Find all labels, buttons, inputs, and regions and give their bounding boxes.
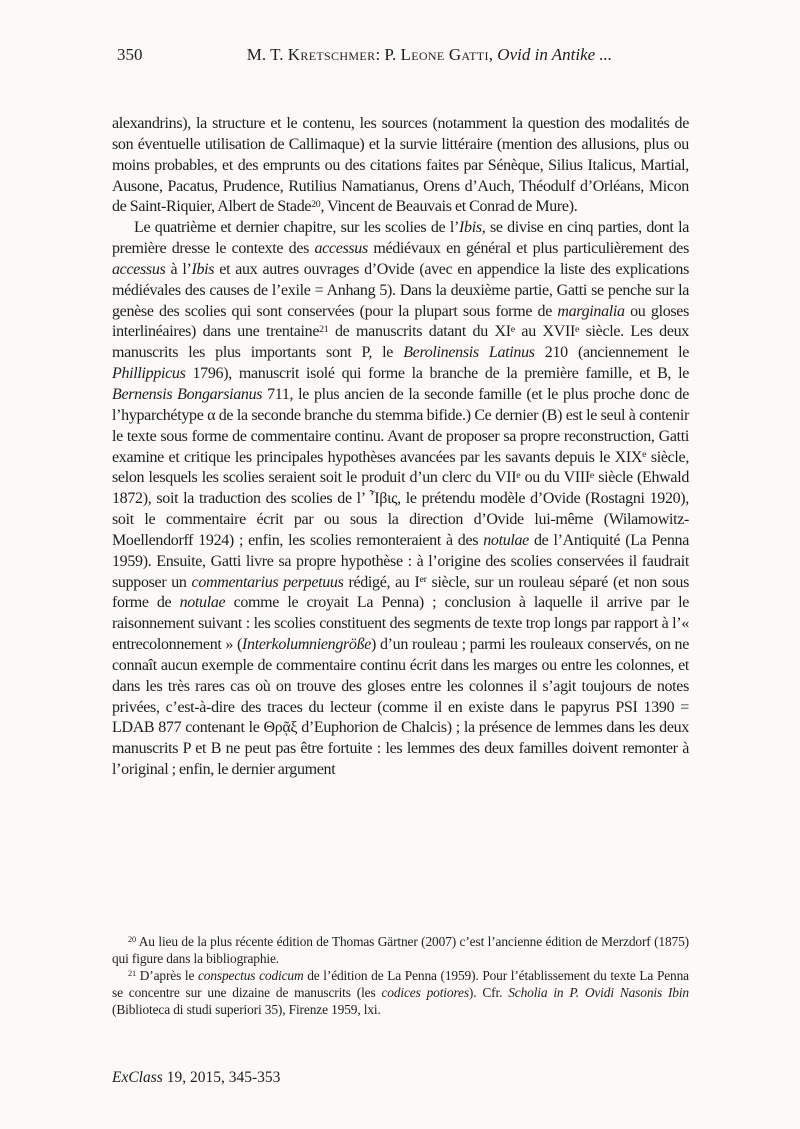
running-title: M. T. Kretschmer: P. Leone Gatti, Ovid in Antike ... <box>246 45 613 64</box>
page-header <box>112 45 689 65</box>
footnote-20: $^{20}$ Au lieu de la plus récente édition de Thomas Gärtner (2007) c’est l’ancienne édition de Merzdorf (1875) qui figure dans la bibliographie. <box>112 934 689 967</box>
page-body <box>112 114 689 781</box>
body-paragraph: alexandrins), la structure et le contenu, les sources (notamment la question des modalités de son éventuelle utilisation de Callimaque) et la survie littéraire (mention des allusions, plus ou moins probables, et des emprunts ou des citations faites par Sénèque, Silius Italicus, Martial, Ausone, Pacatus, Prudence, Rutilius Namatianus, Orens d’Auch, Théodulf d’Orléans, Micon de Saint-Riquier, Albert de Stade$^{20}$, Vincent de Beauvais et Conrad de Mure). <box>112 115 689 216</box>
page-number: 350 <box>117 45 143 64</box>
body-paragraph: Le quatrième et dernier chapitre, sur les scolies de l’Ibis, se divise en cinq parties, dont la première dresse le contexte des accessus médiévaux en général et plus particulièrement des accessus à l’Ibis et aux autres ouvrages d’Ovide (avec en appendice la liste des explications médiévales des causes de l’exile = Anhang 5). Dans la deuxième partie, Gatti se penche sur la genèse des scolies qui sont conservées (pour la plupart sous forme de marginalia ou gloses interlinéaires) dans une trentaine$^{21}$ de manuscrits datant du XIe au XVIIe siècle. Les deux manuscrits les plus importants sont P, le Berolinensis Latinus 210 (anciennement le Phillippicus 1796), manuscrit isolé qui forme la branche de la première famille, et B, le Bernensis Bongarsianus 711, le plus ancien de la seconde famille (et le plus proche donc de l’hyparchétype α de la seconde branche du stemma bifide.) Ce dernier (B) est le seul à contenir le texte sous forme de commentaire continu. Avant de proposer sa propre reconstruction, Gatti examine et critique les principales hypothèses avancées par les savants depuis le XIXe siècle, selon lesquels les scolies seraient soit le produit d’un clerc du VIIe ou du VIIIe siècle (Ehwald 1872), soit la traduction des scolies de l’ Ἶβις, le prétendu modèle d’Ovide (Rostagni 1920), soit le commentaire écrit par ou sous la direction d’Ovide lui-même (Wilamowitz-Moellendorff 1924) ; enfin, les scolies remonteraient à des notulae de l’Antiquité (La Penna 1959). Ensuite, Gatti livre sa propre hypothèse : à l’origine des scolies conservées il faudrait supposer un commentarius perpetuus rédigé, au Ier siècle, sur un rouleau séparé (et non sous forme de notulae comme le croyait La Penna) ; conclusion à laquelle il arrive par le raisonnement suivant : les scolies constituent des segments de texte trop longs par rapport à l’« entrecolonnement » (Interkolumniengröße) d’un rouleau ; parmi les rouleaux conservés, on ne connaît aucun exemple de commentaire continu écrit dans les marges ou entre les colonnes, et dans les très rares cas où on trouve des gloses entre les colonnes il s’agit toujours de notes privées, c’est-à-dire des traces du lecteur (comme il en existe dans le papyrus PSI 1390 = LDAB 877 contenant le Θρᾷξ d’Euphorion de Chalcis) ; la présence de lemmes dans les deux manuscrits P et B ne peut pas être fortuite : les lemmes des deux familles doivent remonter à l’original ; enfin, le dernier argument <box>112 219 690 779</box>
footnotes-section <box>112 933 689 1018</box>
journal-reference: ExClass 19, 2015, 345-353 <box>112 1069 281 1086</box>
page-footer <box>112 1068 280 1087</box>
footnote-21: $^{21}$ D’après le conspectus codicum de l’édition de La Penna (1959). Pour l’établissement du texte La Penna se concentre sur une dizaine de manuscrits (les codices potiores). Cfr. Scholia in P. Ovidi Nasonis Ibin (Biblioteca di studi superiori 35), Firenze 1959, lxi. <box>112 968 689 1018</box>
